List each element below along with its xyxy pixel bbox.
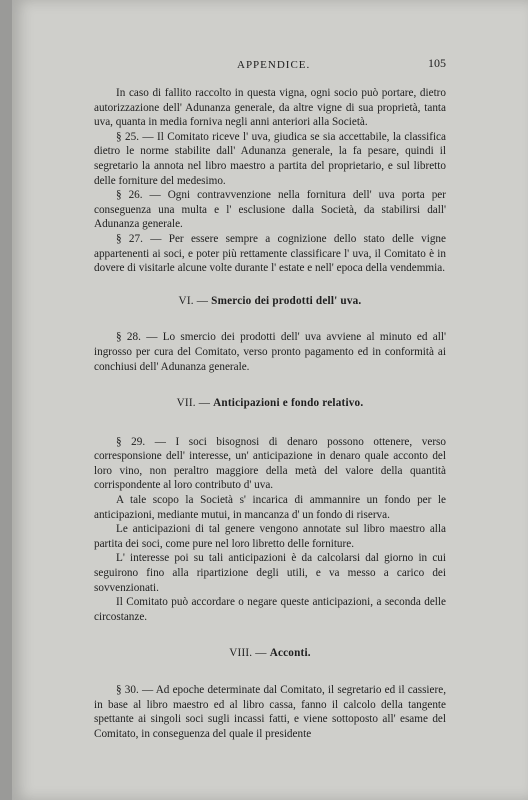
paragraph-failed-harvest: In caso di fallito raccolto in questa vigna, ogni socio può portare, dietro autorizzazione dell' Adunanza generale, da altre vigne di sua proprietà, tanta uva, quanta in media forniva negli anni anteriori alla Società. [94,87,446,129]
page-number: 105 [428,56,446,70]
paragraph-section-30: § 30. — Ad epoche determinate dal Comitato, il segretario ed il cassiere, in base al libro maestro ed al libro cassa, fanno il calcolo della tangente spettante ai singoli soci sugli incassi fatti, e viene sottoposto all' esame del Comitato, in conseguenza del quale il presidente [94,684,446,740]
heading-number: VIII. — [229,647,270,660]
page-header [94,56,446,72]
paragraph-section-25: § 25. — Il Comitato riceve l' uva, giudica se sia accettabile, la classifica dietro le norme stabilite dall' Adunanza generale, la fa pesare, quindi il segretario la annota nel libro maestro a partita del proprietario, e sul libretto delle forniture del medesimo. [94,130,446,187]
paragraph-committee-discretion: Il Comitato può accordare o negare queste anticipazioni, a seconda delle circostanze. [94,596,446,623]
heading-title: Acconti. [269,647,311,660]
heading-title: Smercio dei prodotti dell' uva. [211,294,362,307]
running-title: APPENDICE. [237,59,311,71]
heading-number: VI. — [178,294,212,307]
heading-section-vii [94,396,446,411]
heading-section-viii [94,646,446,661]
heading-section-vi [94,294,446,309]
paragraph-section-28: § 28. — Lo smercio dei prodotti dell' uva avviene al minuto ed all' ingrosso per cura del Comitato, verso pronto pagamento ed in conformità ai conchiusi dell' Adunanza generale. [94,331,446,373]
paragraph-advance-recording: Le anticipazioni di tal genere vengono annotate sul libro maestro alla partita dei soci, come pure nel loro libretto delle forniture. [94,523,446,550]
paragraph-section-29: § 29. — I soci bisognosi di denaro possono ottenere, verso corresponsione dell' interesse, un' anticipazione in denaro quale acconto del loro vino, non peraltro maggiore della metà del valore della quantità corrispondente al loro contributo d' uva. [94,435,446,492]
paragraph-section-27: § 27. — Per essere sempre a cognizione dello stato delle vigne appartenenti ai soci, e poter più rettamente classificare l' uva, il Comitato è in dovere di visitarle alcune volte durante l' estate e nell' epoca della vendemmia. [94,232,446,275]
heading-title: Anticipazioni e fondo relativo. [213,397,364,410]
paragraph-interest: L' interesse poi su tali anticipazioni è da calcolarsi dal giorno in cui seguirono fino alla ripartizione degli utili, e va messo a carico dei sovvenzionati. [94,552,446,594]
page-text-block [94,56,446,741]
book-page [12,0,528,800]
paragraph-section-26: § 26. — Ogni contravvenzione nella fornitura dell' uva porta per conseguenza una multa e l' esclusione dalla Società, da stabilirsi dall' Adunanza generale. [94,189,446,231]
heading-number: VII. — [176,397,214,410]
paragraph-fund-purpose: A tale scopo la Società s' incarica di ammannire un fondo per le anticipazioni, mediante mutui, in mancanza d' un fondo di riserva. [94,494,446,521]
